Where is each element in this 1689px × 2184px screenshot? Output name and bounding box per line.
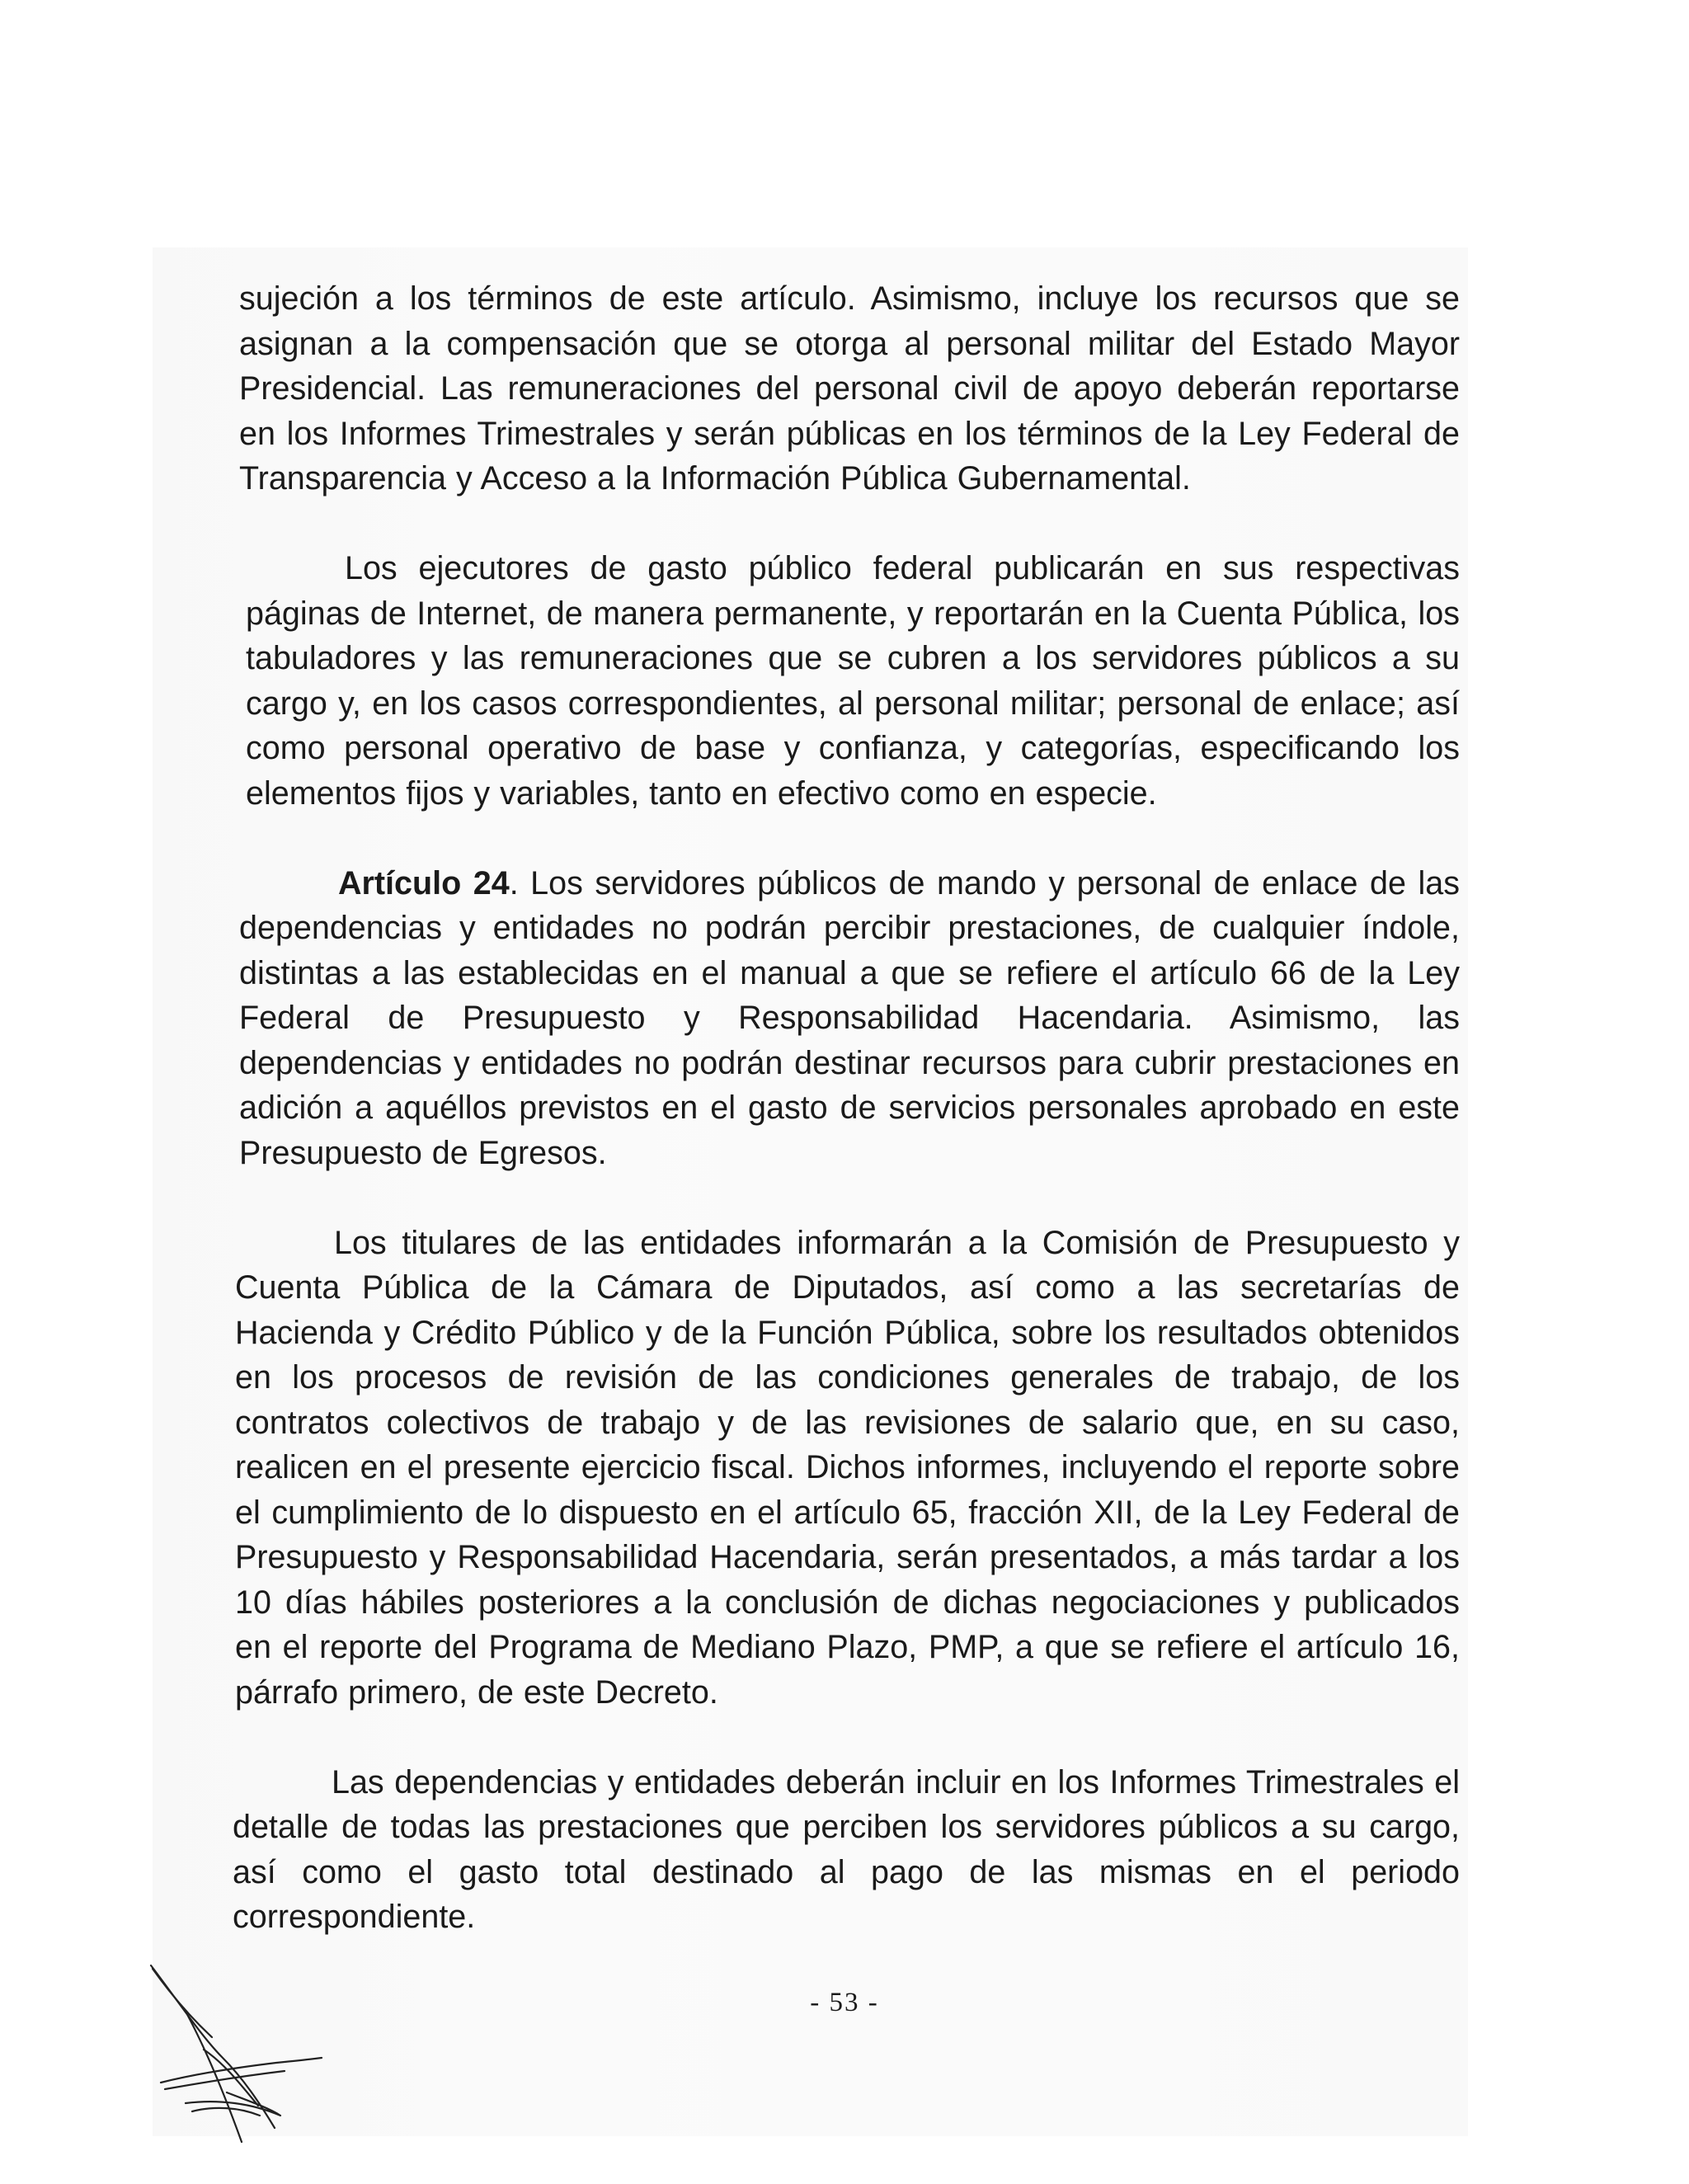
paragraph-publication-of-salaries: Los ejecutores de gasto público federal publicarán en sus respectivas páginas de Internet, de manera permanente, y reportarán en la Cuenta Pública, los tabuladores y las remuneraciones que se cubren a los servidores públicos a su cargo y, en los casos correspondientes, al personal militar; personal de enlace; así como personal operativo de base y confianza, y categorías, especificando los elementos fijos y variables, tanto en efectivo como en especie. — [246, 550, 1460, 812]
paragraph-entity-reports: Los titulares de las entidades informarán a la Comisión de Presupuesto y Cuenta Pública de la Cámara de Diputados, así como a las secretarías de Hacienda y Crédito Público y de la Función Pública, sobre los resultados obtenidos en los procesos de revisión de las condiciones generales de trabajo, de los contratos colectivos de trabajo y de las revisiones de salario que, en su caso, realicen en el presente ejercicio fiscal. Dichos informes, incluyendo el reporte sobre el cumplimiento de lo dispuesto en el artículo 65, fracción XII, de la Ley Federal de Presupuesto y Responsabilidad Hacendaria, serán presentados, a más tardar a los 10 días hábiles posteriores a la conclusión de dichas negociaciones y publicados en el reporte del Programa de Mediano Plazo, PMP, a que se refiere el artículo 16, párrafo primero, de este Decreto. — [235, 1224, 1460, 1711]
paragraph-continuation: sujeción a los términos de este artículo. Asimismo, incluye los recursos que se asignan a la compensación que se otorga al personal militar del Estado Mayor Presidencial. Las remuneraciones del personal civil de apoyo deberán reportarse en los Informes Trimestrales y serán públicas en los términos de la Ley Federal de Transparencia y Acceso a la Información Pública Gubernamental. — [239, 280, 1460, 497]
article-24-label: Artículo 24 — [338, 864, 510, 901]
paragraph-quarterly-reports: Las dependencias y entidades deberán incluir en los Informes Trimestrales el detalle de todas las prestaciones que perciben los servidores públicos a su cargo, así como el gasto total destinado al pago de las mismas en el periodo correspondiente. — [233, 1763, 1460, 1935]
paragraph-article-24 — [239, 861, 1460, 1176]
article-24-text: . Los servidores públicos de mando y personal de enlace de las dependencias y entidades no podrán percibir prestaciones, de cualquier índole, distintas a las establecidas en el manual a que se refiere el artículo 66 de la Ley Federal de Presupuesto y Responsabilidad Hacendaria. Asimismo, las dependencias y entidades no podrán destinar recursos para cubrir prestaciones en adición a aquéllos previstos en el gasto de servicios personales aprobado en este Presupuesto de Egresos. — [239, 864, 1460, 1171]
document-body — [233, 276, 1460, 1984]
handwritten-signature — [144, 1959, 326, 2149]
page-number: - 53 - — [810, 1988, 879, 2017]
